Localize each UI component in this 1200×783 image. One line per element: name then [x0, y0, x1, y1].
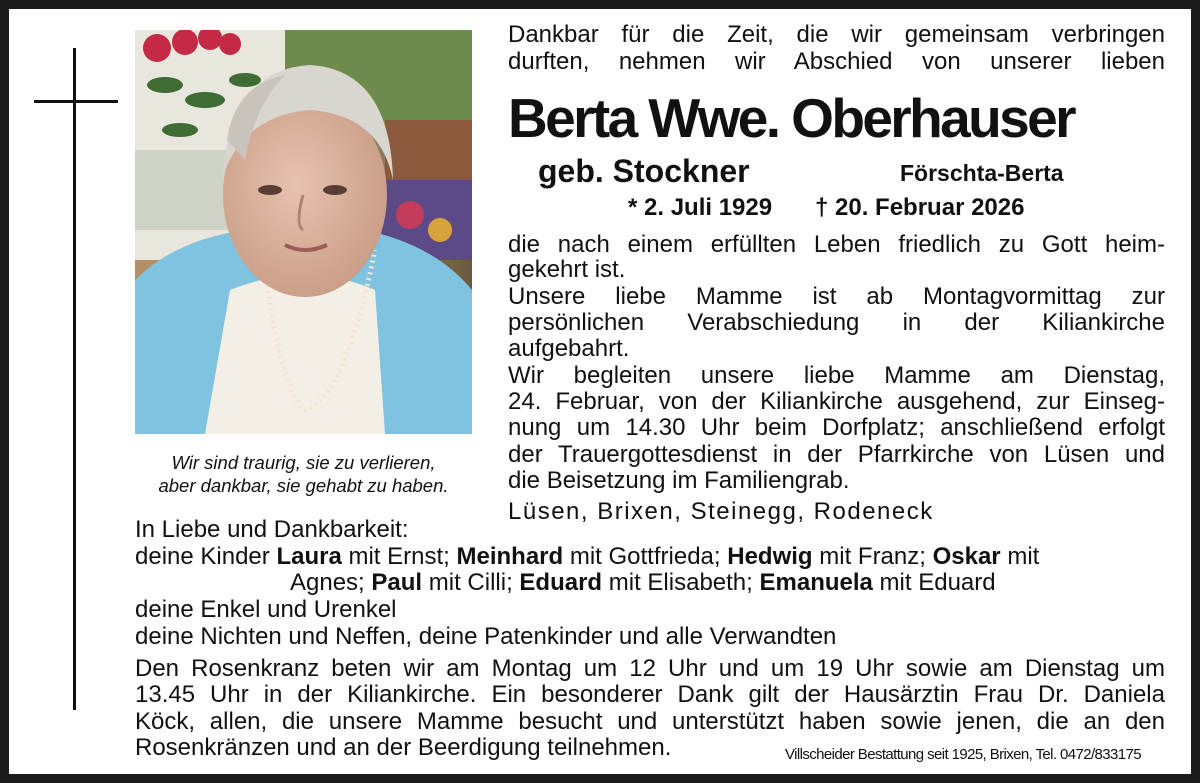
child-name: Eduard [519, 569, 603, 596]
closing-line: 13.45 Uhr in der Kiliankirche. Ein besonderer Dank gilt der Hausärztin Frau Dr. Daniela [135, 681, 1165, 708]
child-partner: mit [1000, 543, 1040, 570]
birth-name: geb. Stockner [538, 153, 750, 189]
child-name: Oskar [932, 543, 1001, 570]
cross-icon [73, 48, 76, 710]
body-line: die nach einem erfüllten Leben friedlich zu Gott heim- [508, 231, 1165, 258]
children-prefix: deine Kinder [135, 543, 277, 570]
intro-line-2: durften, nehmen wir Abschied von unserer lieben [508, 48, 1165, 75]
relatives: deine Nichten und Neffen, deine Patenkinder und alle Verwandten [135, 623, 837, 650]
body-line: 24. Februar, von der Kiliankirche ausgehend, zur Einseg- [508, 388, 1165, 415]
birth-date: * 2. Juli 1929 [628, 194, 773, 221]
child-partner: mit Ernst; [341, 543, 457, 570]
portrait-illustration [135, 30, 472, 434]
funeral-home-footer: Villscheider Bestattung seit 1925, Brixen, Tel. 0472/833175 [785, 746, 1141, 763]
deceased-name: Berta Wwe. Oberhauser [508, 87, 1074, 149]
body-line: Wir begleiten unsere liebe Mamme am Dienstag, [508, 362, 1165, 389]
children-line-1 [135, 545, 1039, 570]
death-date: † 20. Februar 2026 [815, 194, 1025, 221]
closing-line: Rosenkränzen und an der Beerdigung teilnehmen. [135, 734, 672, 761]
children-line-2 [290, 571, 996, 596]
body-line: die Beisetzung im Familiengrab. [508, 467, 850, 494]
body-line: gekehrt ist. [508, 256, 626, 283]
body-line: der Trauergottesdienst in der Pfarrkirche von Lüsen und [508, 441, 1165, 468]
child-partner: mit Cilli; [422, 569, 520, 596]
child-partner: mit Franz; [812, 543, 933, 570]
body-line: Unsere liebe Mamme ist ab Montagvormittag zur [508, 283, 1165, 310]
child-name: Laura [276, 543, 342, 570]
body-line: nung um 14.30 Uhr beim Dorfplatz; anschließend erfolgt [508, 414, 1165, 441]
portrait-photo [135, 30, 472, 434]
nickname: Förschta-Berta [900, 160, 1064, 186]
cross-bar [34, 100, 118, 103]
child-name: Emanuela [759, 569, 873, 596]
child-partner: mit Eduard [872, 569, 996, 596]
body-line: aufgebahrt. [508, 335, 630, 362]
grandchildren: deine Enkel und Urenkel [135, 596, 397, 623]
places: Lüsen, Brixen, Steinegg, Rodeneck [508, 498, 934, 525]
children-continued: Agnes; [290, 569, 372, 596]
quote-line-2: aber dankbar, sie gehabt zu haben. [158, 475, 449, 496]
closing-line: Köck, allen, die unsere Mamme besucht und unterstützt haben sowie jenen, die an den [135, 708, 1165, 735]
child-name: Hedwig [727, 543, 813, 570]
child-partner: mit Elisabeth; [602, 569, 760, 596]
body-line: persönlichen Verabschiedung in der Kiliankirche [508, 309, 1165, 336]
child-name: Paul [371, 569, 423, 596]
child-partner: mit Gottfrieda; [563, 543, 728, 570]
mourners-heading: In Liebe und Dankbarkeit: [135, 516, 409, 543]
intro-line-1: Dankbar für die Zeit, die wir gemeinsam verbringen [508, 21, 1165, 48]
closing-line: Den Rosenkranz beten wir am Montag um 12 Uhr und um 19 Uhr sowie am Dienstag um [135, 655, 1165, 682]
quote-line-1: Wir sind traurig, sie zu verlieren, [171, 452, 436, 473]
child-name: Meinhard [456, 543, 564, 570]
